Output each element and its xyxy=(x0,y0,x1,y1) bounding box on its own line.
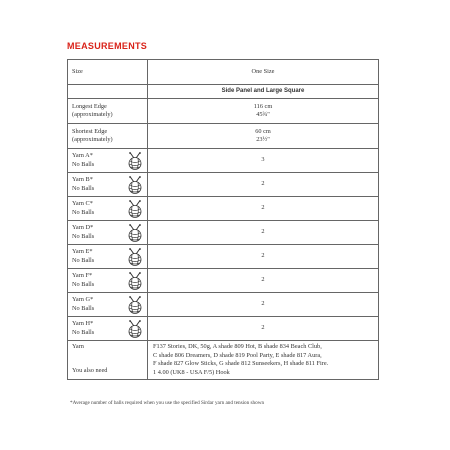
yarn-value: 2 xyxy=(148,173,379,197)
measurement-label: Longest Edge xyxy=(72,102,107,110)
measurement-sublabel: (approximately) xyxy=(72,136,113,143)
size-row xyxy=(68,60,379,85)
measurement-inches: 23½" xyxy=(256,136,270,143)
measurements-table xyxy=(67,59,379,380)
yarn-sublabel: No Balls xyxy=(72,280,95,288)
measurement-row xyxy=(68,99,379,124)
yarn-row xyxy=(68,221,379,245)
yarn-ball-icon xyxy=(127,272,143,290)
measurement-sublabel: (approximately) xyxy=(72,111,113,118)
yarn-info-row xyxy=(68,341,379,380)
yarn-value: 2 xyxy=(148,221,379,245)
yarn-ball-icon xyxy=(127,200,143,218)
yarn-value: 2 xyxy=(148,293,379,317)
yarn-sublabel: No Balls xyxy=(72,208,95,216)
yarn-info-line: C shade 806 Dreamers, D shade 819 Pool Party, E shade 817 Aura, xyxy=(153,351,322,359)
yarn-info-line: F shade 827 Glow Sticks, G shade 812 Sunseekers, H shade 811 Fire. xyxy=(153,360,329,367)
section-header-row xyxy=(68,85,379,99)
yarn-label: Yarn F* xyxy=(72,272,93,279)
yarn-ball-icon xyxy=(127,176,143,194)
yarn-sublabel: No Balls xyxy=(72,184,95,192)
measurement-inches: 45¾" xyxy=(256,111,270,118)
yarn-label: Yarn B* xyxy=(72,176,93,183)
yarn-row xyxy=(68,173,379,197)
yarn-row xyxy=(68,197,379,221)
yarn-info-label: Yarn xyxy=(72,343,84,350)
yarn-row xyxy=(68,245,379,269)
yarn-ball-icon xyxy=(127,224,143,242)
yarn-row xyxy=(68,317,379,341)
size-value: One Size xyxy=(148,60,379,85)
yarn-row xyxy=(68,149,379,173)
yarn-ball-icon xyxy=(127,320,143,338)
section-header: Side Panel and Large Square xyxy=(148,85,379,99)
also-need-label: You also need xyxy=(72,366,108,374)
measurement-row xyxy=(68,124,379,149)
also-need-value: 1 4.00 (UK8 - USA F/5) Hook xyxy=(153,368,230,376)
yarn-value: 3 xyxy=(148,149,379,173)
measurement-label: Shortest Edge xyxy=(72,127,108,135)
yarn-label: Yarn C* xyxy=(72,200,93,207)
yarn-sublabel: No Balls xyxy=(72,304,95,312)
yarn-ball-icon xyxy=(127,296,143,314)
measurement-cm: 60 cm xyxy=(255,127,271,135)
yarn-label: Yarn D* xyxy=(72,224,94,231)
footnote: *Average number of balls required when you use the specified Sirdar yarn and tension shown xyxy=(70,400,265,406)
yarn-value: 2 xyxy=(148,317,379,341)
measurement-cm: 116 cm xyxy=(253,102,273,110)
yarn-label: Yarn E* xyxy=(72,248,93,255)
yarn-info-line: F137 Stories, DK, 50g, A shade 809 Hot, B shade 834 Beach Club, xyxy=(153,343,322,350)
yarn-ball-icon xyxy=(127,248,143,266)
yarn-label: Yarn A* xyxy=(72,152,93,159)
yarn-sublabel: No Balls xyxy=(72,328,95,336)
yarn-sublabel: No Balls xyxy=(72,232,95,240)
yarn-rows xyxy=(68,149,379,341)
yarn-label: Yarn G* xyxy=(72,296,94,303)
yarn-value: 2 xyxy=(148,245,379,269)
yarn-label: Yarn H* xyxy=(72,320,94,327)
yarn-row xyxy=(68,293,379,317)
yarn-sublabel: No Balls xyxy=(72,256,95,264)
yarn-sublabel: No Balls xyxy=(72,160,95,168)
yarn-row xyxy=(68,269,379,293)
yarn-value: 2 xyxy=(148,197,379,221)
yarn-ball-icon xyxy=(127,152,143,170)
page-title: MEASUREMENTS xyxy=(67,41,148,51)
yarn-value: 2 xyxy=(148,269,379,293)
size-label: Size xyxy=(68,60,148,85)
